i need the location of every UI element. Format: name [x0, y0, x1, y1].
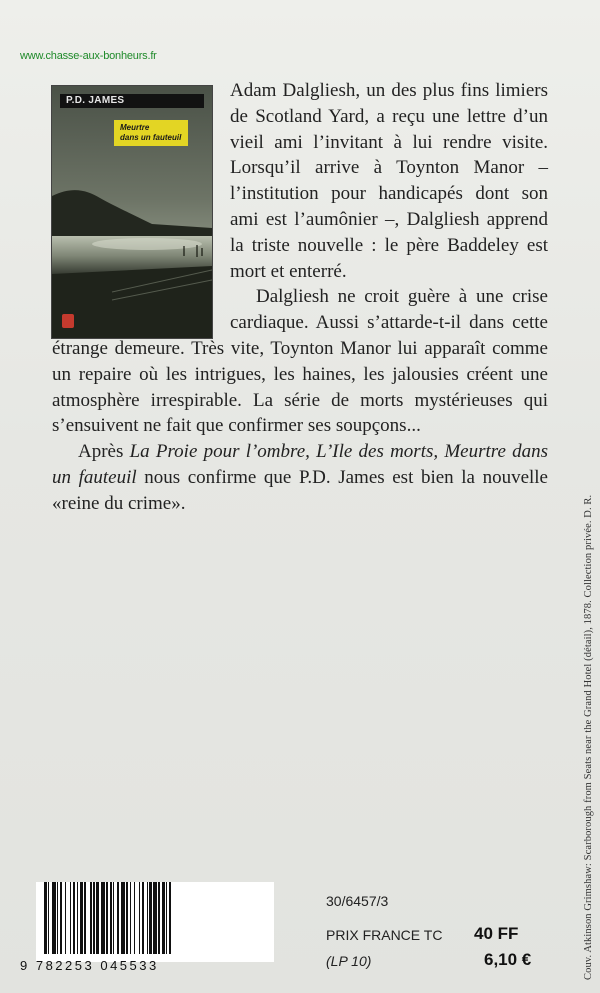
- blurb-p3-start: Après: [78, 441, 130, 463]
- barcode-bar: [70, 882, 71, 954]
- barcode-bar: [96, 882, 99, 954]
- barcode-bar: [93, 882, 94, 954]
- barcode-bar: [101, 882, 105, 954]
- thumbnail-author: P.D. JAMES: [60, 94, 204, 108]
- barcode-bar: [158, 882, 159, 954]
- watermark-url: www.chasse-aux-bonheurs.fr: [20, 50, 157, 62]
- thumbnail-title-line2: dans un fauteuil: [120, 133, 182, 142]
- barcode-bar: [77, 882, 78, 954]
- barcode-bar: [162, 882, 165, 954]
- barcode-bar: [130, 882, 131, 954]
- series-code: (LP 10): [326, 953, 372, 969]
- barcode-bar: [142, 882, 145, 954]
- barcode-bar: [44, 882, 47, 954]
- blurb-p3-end: nous confirme que P.D. James est bien la nouvelle «reine du crime».: [52, 466, 548, 514]
- barcode-bar: [153, 882, 157, 954]
- barcode-bar: [117, 882, 120, 954]
- thumbnail-spacer: [52, 78, 230, 314]
- barcode-bar: [57, 882, 58, 954]
- blurb-paragraph-1: Adam Dalgliesh, un des plus fins limiers de Scotland Yard, a reçu une lettre d’un vieil ami l’invitant à lui rendre visite. Lorsqu’il arrive à Toynton Manor – l’institution pour handicapés dont son ami est l’aumônier –, Dalgliesh apprend la triste nouvelle : le père Baddeley est mort et enterré.: [230, 80, 548, 282]
- barcode-bar: [126, 882, 129, 954]
- catalog-reference: 30/6457/3: [326, 893, 389, 909]
- price-euros: 6,10 €: [484, 950, 532, 969]
- barcode-bar: [121, 882, 125, 954]
- barcode-bar: [147, 882, 148, 954]
- barcode-bar: [90, 882, 93, 954]
- barcode-bar: [48, 882, 49, 954]
- barcode-bar: [106, 882, 107, 954]
- barcode-bar: [84, 882, 85, 954]
- barcode-bar: [110, 882, 111, 954]
- barcode-bar: [149, 882, 152, 954]
- blurb-text: [52, 78, 548, 517]
- blurb-paragraph-2: Dalgliesh ne croit guère à une crise cardiaque. Aussi s’attarde-t-il dans cette étrange demeure. Très vite, Toynton Manor lui apparaît comme un repaire où les intrigues, les haines, les jalousies créent une atmosphère irrespirable. La série de morts mystérieuses qui s’ensuivent ne fait que confirmer ses soupçons...: [52, 286, 548, 437]
- price-francs: 40 FF: [474, 924, 519, 943]
- barcode-bar: [65, 882, 66, 954]
- barcode: [20, 882, 305, 977]
- barcode-bar: [73, 882, 76, 954]
- cover-credit: Couv. Atkinson Grimshaw: Scarborough from Seats near the Grand Hotel (détail), 1878. Collection privée. D. R.: [583, 494, 594, 980]
- barcode-bar: [113, 882, 114, 954]
- barcode-bar: [139, 882, 140, 954]
- isbn-number: 9 782253 045533: [20, 958, 159, 973]
- barcode-bars: [36, 882, 274, 962]
- barcode-bar: [166, 882, 167, 954]
- thumbnail-title-line1: Meurtre: [120, 123, 150, 132]
- barcode-bar: [80, 882, 83, 954]
- barcode-bar: [60, 882, 63, 954]
- blurb-paragraph-3: [52, 439, 548, 516]
- barcode-bar: [52, 882, 56, 954]
- barcode-bar: [134, 882, 135, 954]
- barcode-bar: [169, 882, 172, 954]
- price-label: PRIX FRANCE TC: [326, 927, 443, 943]
- blurb-p3-titles: La Proie pour l’ombre, L’Ile des morts, Meurtre dans un fauteuil: [52, 441, 548, 488]
